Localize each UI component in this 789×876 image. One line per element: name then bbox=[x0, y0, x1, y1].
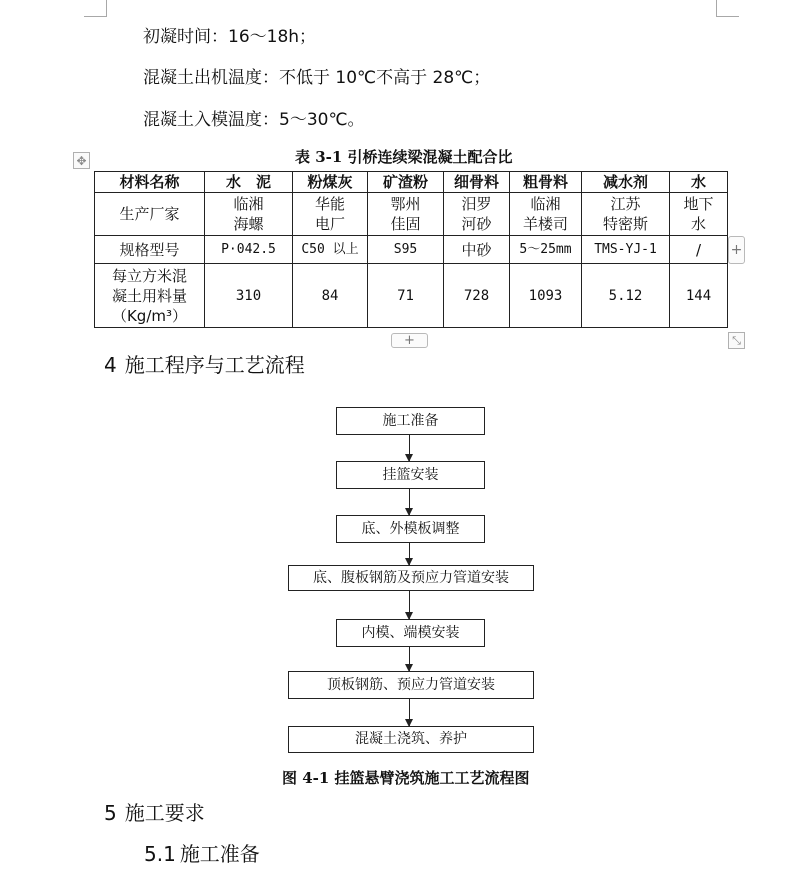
header-slag-powder: 矿渣粉 bbox=[368, 172, 444, 193]
table-cell: 鄂州 佳固 bbox=[368, 193, 444, 236]
plus-icon: + bbox=[404, 333, 415, 348]
table-cell: P·042.5 bbox=[205, 236, 293, 264]
section-number: 5 bbox=[104, 801, 117, 825]
section-title: 施工程序与工艺流程 bbox=[124, 353, 305, 377]
mix-proportion-table bbox=[94, 171, 728, 328]
table-cell: S95 bbox=[368, 236, 444, 264]
table-resize-handle[interactable] bbox=[728, 332, 745, 349]
table-cell: TMS-YJ-1 bbox=[582, 236, 670, 264]
flow-step-construction-preparation: 施工准备 bbox=[336, 407, 485, 435]
section-number: 4 bbox=[104, 353, 117, 377]
crop-mark-top-right bbox=[716, 0, 739, 17]
table-cell: 江苏 特密斯 bbox=[582, 193, 670, 236]
table-header-row bbox=[95, 172, 728, 193]
flow-arrow bbox=[409, 699, 410, 726]
header-cement: 水 泥 bbox=[205, 172, 293, 193]
flow-arrow bbox=[409, 647, 410, 671]
add-row-button[interactable] bbox=[391, 333, 428, 348]
table-cell: 144 bbox=[670, 264, 728, 328]
header-fine-aggregate: 细骨料 bbox=[444, 172, 510, 193]
move-icon: ✥ bbox=[76, 154, 87, 168]
plus-icon: + bbox=[730, 242, 743, 258]
table-cell: 华能 电厂 bbox=[293, 193, 368, 236]
section-number: 5.1 bbox=[144, 842, 176, 866]
table-row-specification bbox=[95, 236, 728, 264]
header-water: 水 bbox=[670, 172, 728, 193]
section-5-heading bbox=[104, 800, 205, 826]
header-fly-ash: 粉煤灰 bbox=[293, 172, 368, 193]
table-cell: 310 bbox=[205, 264, 293, 328]
table-cell: 临湘 海螺 bbox=[205, 193, 293, 236]
table-cell: 临湘 羊楼司 bbox=[510, 193, 582, 236]
resize-icon: ⤡ bbox=[732, 334, 741, 347]
paragraph-initial-setting-time: 初凝时间：16～18h； bbox=[143, 27, 317, 47]
section-5-1-heading bbox=[144, 841, 260, 867]
flow-step-top-slab-rebar-and-duct: 顶板钢筋、预应力管道安装 bbox=[288, 671, 534, 699]
add-column-button[interactable] bbox=[728, 236, 745, 264]
table-cell: 728 bbox=[444, 264, 510, 328]
flow-arrow bbox=[409, 489, 410, 515]
paragraph-placement-temperature: 混凝土入模温度：5～30℃。 bbox=[143, 110, 365, 130]
section-title: 施工要求 bbox=[124, 801, 205, 825]
table-move-handle[interactable] bbox=[73, 152, 90, 169]
section-4-heading bbox=[104, 352, 305, 378]
table-cell: 规格型号 bbox=[95, 236, 205, 264]
table-cell: 5.12 bbox=[582, 264, 670, 328]
figure-caption: 图 4-1 挂篮悬臂浇筑施工工艺流程图 bbox=[282, 769, 530, 787]
paragraph-discharge-temperature: 混凝土出机温度：不低于 10℃不高于 28℃； bbox=[143, 68, 491, 88]
table-cell: 每立方米混 凝土用料量 （Kg/m³） bbox=[95, 264, 205, 328]
flow-arrow bbox=[409, 543, 410, 565]
header-material-name: 材料名称 bbox=[95, 172, 205, 193]
flow-step-formwork-adjustment: 底、外模板调整 bbox=[336, 515, 485, 543]
table-cell: 71 bbox=[368, 264, 444, 328]
flow-arrow bbox=[409, 435, 410, 461]
table-cell: 生产厂家 bbox=[95, 193, 205, 236]
table-cell: 中砂 bbox=[444, 236, 510, 264]
table-cell: 1093 bbox=[510, 264, 582, 328]
flow-step-concrete-pouring-and-curing: 混凝土浇筑、养护 bbox=[288, 726, 534, 753]
table-caption: 表 3-1 引桥连续梁混凝土配合比 bbox=[295, 148, 513, 166]
flow-arrow bbox=[409, 591, 410, 619]
table-cell: 地下 水 bbox=[670, 193, 728, 236]
table-cell: C50 以上 bbox=[293, 236, 368, 264]
table-cell: / bbox=[670, 236, 728, 264]
table-row-dosage bbox=[95, 264, 728, 328]
section-title: 施工准备 bbox=[179, 842, 260, 866]
flow-step-hanging-basket-installation: 挂篮安装 bbox=[336, 461, 485, 489]
crop-mark-top-left bbox=[84, 0, 107, 17]
table-row-manufacturer bbox=[95, 193, 728, 236]
flow-step-rebar-and-duct-installation: 底、腹板钢筋及预应力管道安装 bbox=[288, 565, 534, 591]
header-coarse-aggregate: 粗骨料 bbox=[510, 172, 582, 193]
table-cell: 汨罗 河砂 bbox=[444, 193, 510, 236]
table-cell: 5～25mm bbox=[510, 236, 582, 264]
flow-step-inner-and-end-formwork: 内模、端模安装 bbox=[336, 619, 485, 647]
table-cell: 84 bbox=[293, 264, 368, 328]
header-water-reducer: 减水剂 bbox=[582, 172, 670, 193]
